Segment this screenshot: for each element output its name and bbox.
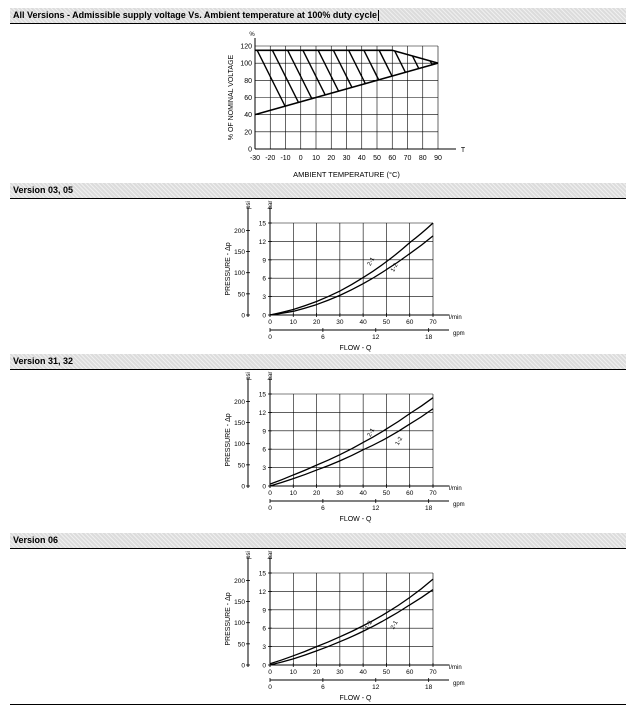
section-rule	[10, 704, 626, 705]
x-tick-label: 60	[406, 319, 414, 326]
x-tick-label: 20	[327, 155, 336, 162]
x-tick-label: 50	[382, 490, 391, 497]
x-tick-label: 70	[403, 155, 412, 162]
psi-tick-label: 100	[234, 620, 245, 628]
gpm-tick-label: 12	[372, 684, 380, 691]
hatch-line	[438, 46, 478, 126]
section-header-version-03-05	[10, 183, 626, 198]
bar-tick-label: 0	[262, 312, 266, 320]
x-axis-title: FLOW - Q	[339, 516, 372, 523]
voltage-temperature-chart	[200, 24, 500, 184]
section-title: Version 06	[13, 535, 59, 545]
x-tick-label: -20	[265, 155, 276, 162]
x-tick-label: 50	[382, 319, 391, 326]
x-tick-label: 50	[382, 669, 391, 676]
hatch-line	[362, 46, 402, 126]
x-tick-label: 40	[359, 669, 367, 676]
y-axis-title: PRESSURE - Δp	[225, 413, 232, 467]
x-tick-label: 10	[289, 669, 297, 676]
gpm-tick-label: 12	[372, 505, 380, 512]
psi-tick-label: 150	[234, 599, 245, 607]
x2-unit-label: gpm	[453, 681, 465, 687]
gpm-tick-label: 6	[321, 334, 325, 341]
x-tick-label: 0	[268, 669, 272, 676]
x-tick-label: 40	[357, 155, 366, 162]
bar-tick-label: 9	[262, 257, 266, 265]
pressure-curve-1-2	[270, 579, 433, 664]
bar-tick-label: 6	[262, 625, 266, 633]
x-tick-label: -10	[280, 155, 291, 162]
x-tick-label: 0	[268, 490, 272, 497]
hatch-line	[286, 46, 326, 126]
x-end-label: T	[460, 147, 466, 154]
bar-unit-label: bar	[268, 200, 274, 210]
x-tick-label: 40	[359, 319, 367, 326]
x-tick-label: 30	[336, 319, 344, 326]
bar-tick-label: 12	[258, 238, 266, 246]
psi-tick-label: 100	[234, 270, 245, 278]
x-tick-label: 80	[418, 155, 427, 162]
y-tick-label: 20	[244, 129, 252, 137]
hatch-line	[301, 46, 341, 126]
y-axis-title: PRESSURE - Δp	[225, 592, 232, 646]
pressure-curve-2-1	[270, 398, 433, 484]
pressure-flow-chart-31-32	[220, 370, 480, 528]
bar-tick-label: 9	[262, 607, 266, 615]
section-title: Version 03, 05	[13, 185, 74, 195]
gpm-tick-label: 18	[425, 334, 433, 341]
bar-tick-label: 3	[262, 465, 266, 473]
x-unit-label: l/min	[449, 665, 462, 671]
y-axis-title: PRESSURE - Δp	[225, 242, 232, 296]
psi-tick-label: 0	[241, 483, 245, 491]
psi-tick-label: 0	[241, 662, 245, 670]
pressure-curve-1-2	[270, 236, 433, 315]
section-header-all-versions	[10, 8, 626, 23]
gpm-tick-label: 18	[425, 505, 433, 512]
hatch-line	[453, 46, 493, 126]
hatch-line	[347, 46, 387, 126]
curve-label: 1-2	[394, 436, 405, 447]
x-tick-label: 20	[312, 669, 321, 676]
x-tick-label: 10	[312, 155, 320, 162]
psi-tick-label: 200	[234, 398, 245, 406]
bar-tick-label: 12	[258, 409, 266, 417]
hatch-line	[408, 46, 448, 126]
psi-tick-label: 50	[237, 641, 245, 649]
x-tick-label: 20	[312, 490, 321, 497]
bar-tick-label: 3	[262, 644, 266, 652]
bar-tick-label: 15	[258, 391, 266, 399]
y-tick-label: 0	[248, 146, 252, 154]
pressure-curve-2-1	[270, 590, 433, 665]
section-title: Version 31, 32	[13, 356, 74, 366]
bar-unit-label: bar	[268, 371, 274, 381]
gpm-tick-label: 12	[372, 334, 380, 341]
curve-label: 2-1	[366, 256, 377, 268]
gpm-tick-label: 0	[268, 505, 272, 512]
bar-tick-label: 12	[258, 588, 266, 596]
psi-tick-label: 150	[234, 249, 245, 257]
text-cursor	[378, 10, 379, 21]
x-tick-label: -30	[249, 155, 261, 162]
hatch-line	[316, 46, 356, 126]
curve-label: 2-1	[366, 427, 377, 439]
hatch-line	[392, 46, 432, 126]
y-tick-label: 120	[240, 43, 252, 51]
x-tick-label: 0	[268, 319, 272, 326]
x-tick-label: 30	[336, 490, 344, 497]
psi-unit-label: psi	[246, 372, 252, 380]
hatch-group	[255, 46, 509, 126]
y-unit-label: %	[249, 32, 255, 38]
x-tick-label: 60	[388, 155, 397, 162]
x-tick-label: 60	[406, 669, 414, 676]
bar-unit-label: bar	[268, 550, 274, 560]
psi-tick-label: 150	[234, 420, 245, 428]
x-tick-label: 40	[359, 490, 367, 497]
x-tick-label: 30	[342, 155, 351, 162]
hatch-line	[270, 46, 310, 126]
x-tick-label: 70	[429, 319, 437, 326]
bar-tick-label: 0	[262, 662, 266, 670]
psi-tick-label: 50	[237, 291, 245, 299]
x2-unit-label: gpm	[453, 502, 465, 508]
hatch-line	[469, 46, 509, 126]
gpm-tick-label: 6	[321, 684, 325, 691]
bar-tick-label: 6	[262, 275, 266, 283]
gpm-tick-label: 0	[268, 684, 272, 691]
x-tick-label: 90	[434, 155, 442, 162]
y-tick-label: 60	[244, 95, 252, 102]
psi-tick-label: 100	[234, 441, 245, 449]
y-axis-title: % OF NOMINAL VOLTAGE	[228, 54, 235, 141]
pressure-flow-chart-06	[220, 549, 480, 707]
curve-label: 1-2	[364, 620, 374, 631]
psi-unit-label: psi	[246, 551, 252, 559]
x-axis-title: AMBIENT TEMPERATURE (°C)	[293, 170, 400, 179]
curve-label: 1-2	[390, 262, 400, 274]
hatch-line	[423, 46, 463, 126]
psi-unit-label: psi	[246, 201, 252, 209]
gpm-tick-label: 6	[321, 505, 325, 512]
y-tick-label: 80	[244, 77, 252, 85]
x2-unit-label: gpm	[453, 331, 465, 337]
x-tick-label: 20	[312, 319, 321, 326]
gpm-tick-label: 0	[268, 334, 272, 341]
y-tick-label: 100	[240, 60, 252, 68]
bar-tick-label: 15	[258, 570, 266, 578]
hatch-line	[255, 46, 295, 126]
section-header-version-06	[10, 533, 626, 548]
psi-tick-label: 50	[237, 462, 245, 470]
x-axis-title: FLOW - Q	[339, 345, 372, 352]
x-tick-label: 0	[298, 155, 303, 162]
x-unit-label: l/min	[449, 315, 462, 321]
x-unit-label: l/min	[449, 486, 462, 492]
hatch-line	[331, 46, 371, 126]
section-title: All Versions - Admissible supply voltage Vs. Ambient temperature at 100% duty cycle	[13, 10, 377, 20]
section-header-version-31-32	[10, 354, 626, 369]
gpm-tick-label: 18	[425, 684, 433, 691]
pressure-curve-2-1	[270, 223, 433, 315]
bar-tick-label: 0	[262, 483, 266, 491]
psi-tick-label: 200	[234, 227, 245, 235]
bar-tick-label: 15	[258, 220, 266, 228]
x-axis-title: FLOW - Q	[339, 695, 372, 702]
x-tick-label: 30	[336, 669, 344, 676]
bar-tick-label: 9	[262, 428, 266, 436]
x-tick-label: 50	[373, 155, 381, 162]
psi-tick-label: 0	[241, 312, 245, 320]
x-tick-label: 10	[289, 319, 297, 326]
x-tick-label: 60	[406, 490, 414, 497]
x-tick-label: 70	[429, 490, 437, 497]
x-tick-label: 70	[429, 669, 437, 676]
curve-label: 2-1	[390, 620, 400, 631]
pressure-flow-chart-03-05	[220, 199, 480, 351]
bar-tick-label: 6	[262, 446, 266, 454]
hatch-line	[377, 46, 417, 126]
y-tick-label: 40	[244, 112, 252, 120]
x-tick-label: 10	[289, 490, 297, 497]
bar-tick-label: 3	[262, 294, 266, 302]
psi-tick-label: 200	[234, 577, 245, 585]
